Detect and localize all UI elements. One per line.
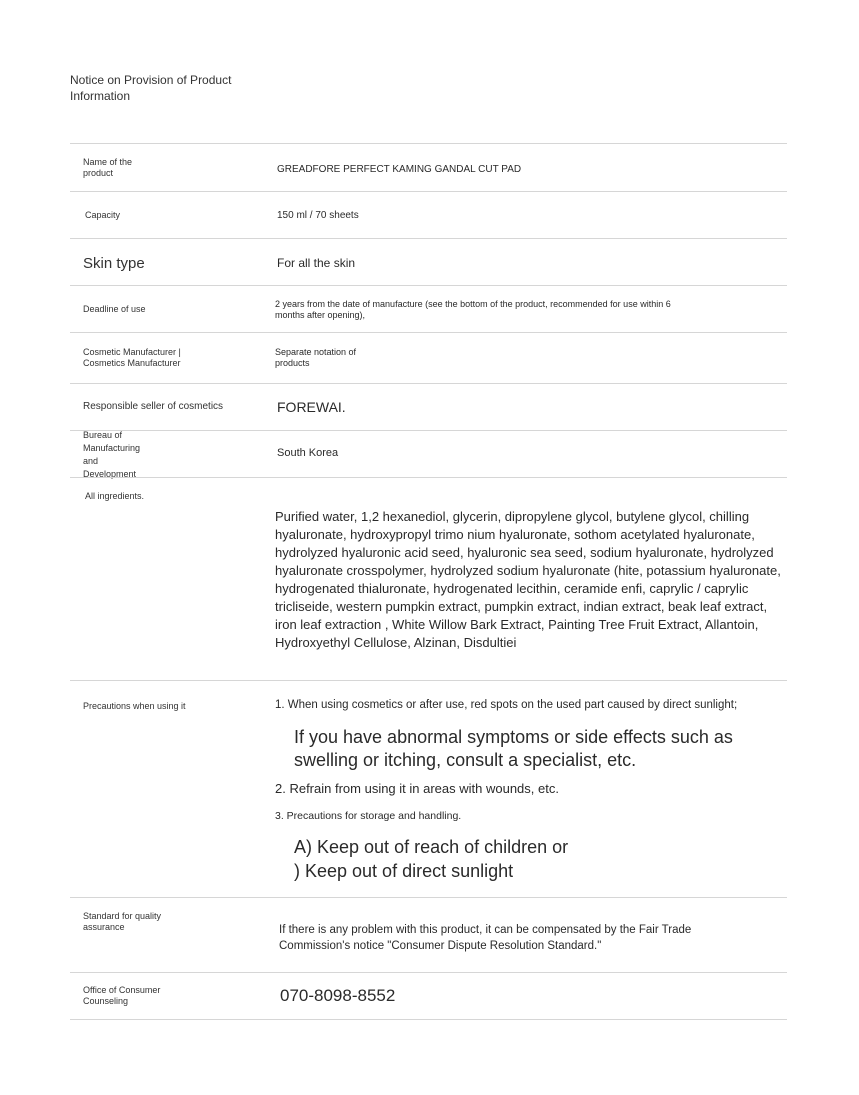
- product-name-label: Name of the product: [83, 157, 133, 178]
- row-deadline: [70, 285, 787, 332]
- row-manufacturer: [70, 332, 787, 383]
- precaution-line-5b: ) Keep out of direct sunlight: [294, 861, 514, 881]
- quality-label: Standard for quality assurance: [83, 911, 162, 932]
- precaution-line-5a: A) Keep out of reach of children or: [294, 837, 569, 857]
- manufacturer-value: Separate notation of products: [275, 347, 357, 368]
- quality-value: If there is any problem with this product, it can be compensated by the Fair Trade Commission's notice "Consumer Dispute Resolution Standard.": [279, 924, 692, 952]
- deadline-value: 2 years from the date of manufacture (see the bottom of the product, recommended for use within 6 months after opening),: [275, 299, 671, 320]
- row-bureau: [70, 430, 787, 477]
- row-capacity: [70, 191, 787, 238]
- deadline-label: Deadline of use: [83, 304, 146, 314]
- counseling-phone: 070-8098-8552: [280, 986, 396, 1005]
- seller-label: Responsible seller of cosmetics: [83, 401, 224, 412]
- ingredients-value: Purified water, 1,2 hexanediol, glycerin, dipropylene glycol, butylene glycol, chilling hyaluronate, hydroxypropyl trimo nium hyaluronate, sothom acetylated hyaluronate, hydrolyzed hyaluronic acid seed, hyaluronic sea seed, sodium hyaluronate, hydrolyzed hyaluronate crosspolymer, hydrolyzed sodium hyaluronate (hite, potassium hyaluronate, hydrogenated thialuronate, hydrogenated lecithin, ceramide enfi, caprylic / caprylic tricliseide, western pumpkin extract, pumpkin extract, indian extract, beak leaf extract, iron leaf extraction , White Willow Bark Extract, Painting Tree Fruit Extract, Allantoin, Hydroxyethyl Cellulose, Alzinan, Disdultiei: [275, 509, 781, 650]
- precaution-line-4: 3. Precautions for storage and handling.: [275, 810, 462, 822]
- row-precautions: [70, 680, 787, 897]
- seller-value: FOREWAI.: [277, 399, 346, 415]
- product-name-value: GREADFORE PERFECT KAMING GANDAL CUT PAD: [277, 164, 522, 175]
- ingredients-label: All ingredients.: [85, 491, 145, 501]
- row-ingredients: [70, 477, 787, 680]
- precaution-line-2: If you have abnormal symptoms or side effects such as swelling or itching, consult a specialist, etc.: [294, 727, 733, 770]
- row-product-name: [70, 143, 787, 191]
- bureau-label: Bureau of Manufacturing and Development: [83, 430, 141, 479]
- precaution-line-3: 2. Refrain from using it in areas with wounds, etc.: [275, 781, 559, 796]
- capacity-value: 150 ml / 70 sheets: [277, 210, 359, 221]
- counseling-label: Office of Consumer Counseling: [83, 985, 161, 1006]
- row-counseling: [70, 972, 787, 1020]
- page-title: Notice on Provision of Product Information: [70, 73, 232, 103]
- manufacturer-label: Cosmetic Manufacturer | Cosmetics Manufacturer: [83, 347, 181, 368]
- skin-type-label: Skin type: [83, 255, 145, 272]
- capacity-label: Capacity: [85, 210, 121, 220]
- precaution-line-1: 1. When using cosmetics or after use, red spots on the used part caused by direct sunlight;: [275, 699, 738, 711]
- skin-type-value: For all the skin: [277, 256, 356, 270]
- row-seller: [70, 383, 787, 430]
- row-skin-type: [70, 238, 787, 285]
- precautions-label: Precautions when using it: [83, 701, 186, 711]
- bureau-value: South Korea: [277, 447, 339, 459]
- row-quality: [70, 897, 787, 972]
- product-info-table: [70, 143, 787, 1020]
